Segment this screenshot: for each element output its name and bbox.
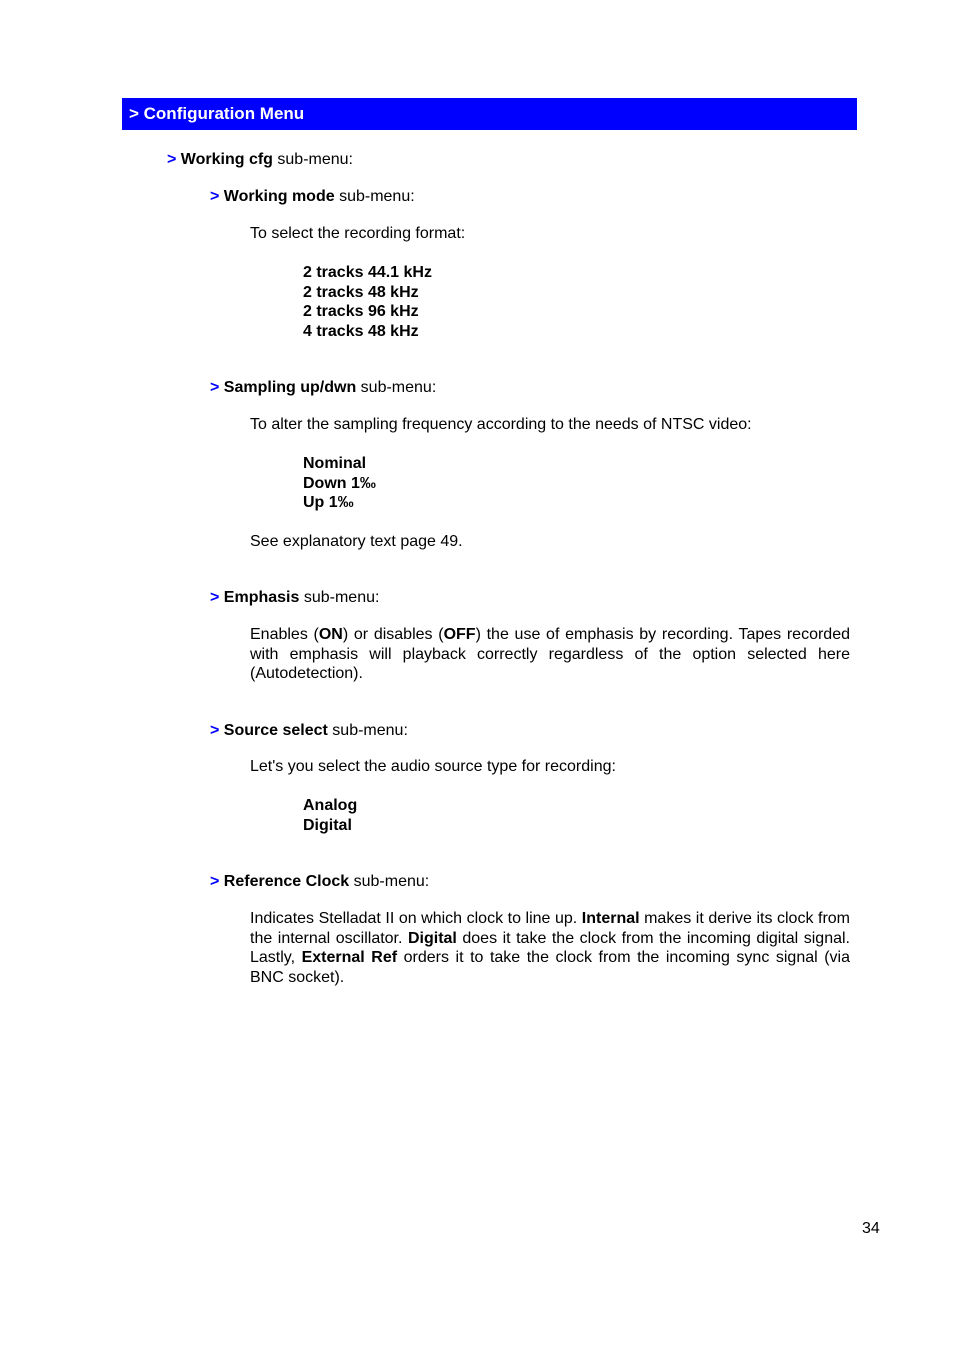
submenu-heading-source-select	[210, 721, 408, 741]
submenu-suffix: sub-menu:	[299, 589, 380, 606]
submenu-heading-emphasis	[210, 588, 379, 608]
off-keyword: OFF	[443, 626, 476, 643]
section-header-bar	[122, 98, 857, 130]
working-mode-options	[303, 263, 432, 341]
option-item: Digital	[303, 816, 352, 834]
emphasis-paragraph	[250, 625, 850, 684]
option-item: 2 tracks 48 kHz	[303, 283, 419, 301]
submenu-heading-reference-clock	[210, 872, 429, 892]
reference-clock-paragraph	[250, 909, 850, 987]
source-select-description: Let's you select the audio source type for recording:	[250, 758, 616, 775]
option-item: Nominal	[303, 455, 367, 472]
page-number: 34	[862, 1220, 880, 1237]
text-run: does it take the clock from the incoming digital signal. Lastly,	[250, 929, 850, 967]
external-ref-keyword: External Ref	[301, 949, 398, 967]
submenu-suffix: sub-menu:	[349, 873, 430, 890]
working-mode-description: To select the recording format:	[250, 225, 466, 242]
text-run: ) or disables (	[342, 626, 444, 643]
option-item: Up 1‰	[303, 494, 354, 511]
arrow-icon: >	[210, 589, 220, 606]
submenu-suffix: sub-menu:	[356, 379, 437, 396]
submenu-heading-working-cfg	[167, 150, 353, 170]
on-keyword: ON	[318, 626, 343, 643]
text-run: Indicates Stelladat II on which clock to line up.	[250, 910, 582, 927]
submenu-heading-working-mode	[210, 187, 415, 207]
digital-keyword: Digital	[407, 929, 457, 947]
submenu-name: Source select	[223, 722, 328, 739]
submenu-heading-sampling	[210, 378, 436, 398]
submenu-suffix: sub-menu:	[272, 151, 353, 168]
submenu-name: Emphasis	[223, 589, 300, 606]
arrow-icon: >	[210, 873, 220, 890]
sampling-options	[303, 454, 376, 513]
section-title: > Configuration Menu	[129, 104, 305, 123]
submenu-name: Working cfg	[180, 151, 273, 168]
option-item: 4 tracks 48 kHz	[303, 322, 419, 340]
arrow-icon: >	[210, 722, 220, 739]
arrow-icon: >	[210, 379, 220, 396]
internal-keyword: Internal	[581, 910, 640, 927]
option-item: 2 tracks 96 kHz	[303, 303, 419, 320]
arrow-icon: >	[210, 188, 220, 205]
arrow-icon: >	[167, 151, 177, 168]
submenu-name: Reference Clock	[223, 873, 350, 890]
sampling-note: See explanatory text page 49.	[250, 533, 463, 550]
option-item: Down 1‰	[303, 474, 376, 492]
option-item: 2 tracks 44.1 kHz	[303, 264, 432, 281]
text-run: orders it to take the clock from the incoming sync signal (via BNC socket).	[250, 949, 851, 986]
text-run: ) the use of emphasis by recording. Tapes recorded with emphasis will playback correctly regardless of the option selected here (Autodetection).	[250, 626, 850, 683]
submenu-name: Sampling up/dwn	[223, 379, 357, 396]
text-run: makes it derive its clock from the internal oscillator.	[250, 910, 850, 947]
submenu-suffix: sub-menu:	[334, 188, 415, 205]
submenu-suffix: sub-menu:	[327, 722, 408, 739]
submenu-name: Working mode	[223, 188, 335, 205]
sampling-description: To alter the sampling frequency according to the needs of NTSC video:	[250, 416, 752, 433]
source-select-options	[303, 796, 357, 835]
text-run: Enables (	[250, 626, 319, 643]
option-item: Analog	[303, 797, 358, 814]
